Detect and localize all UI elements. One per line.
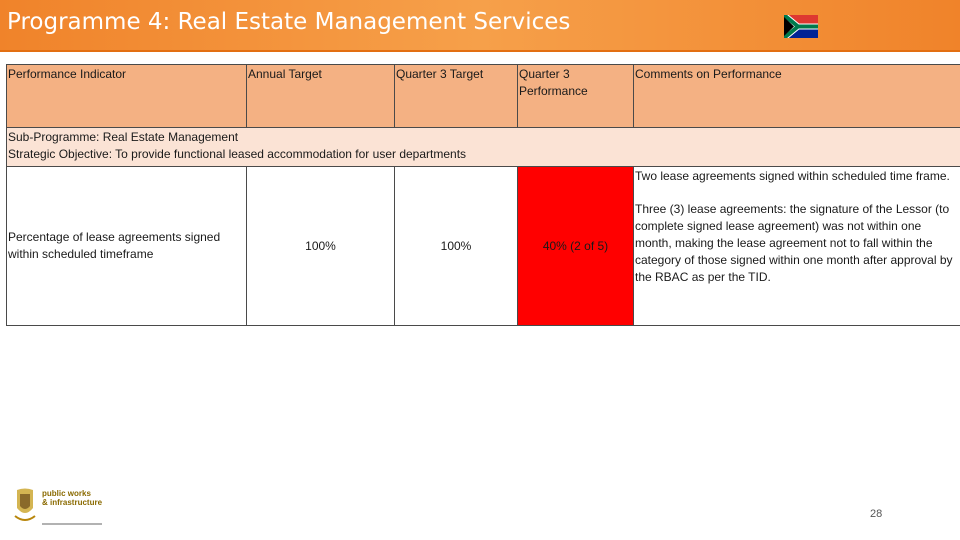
annual-target-cell: [247, 167, 395, 326]
logo-line-1: public works: [42, 489, 91, 498]
subprogramme-row: [7, 128, 960, 167]
comments-cell: [634, 167, 960, 326]
q3-target-value: 100%: [440, 238, 472, 253]
table-header-row: [7, 65, 960, 128]
indicator-text: Percentage of lease agreements signed within scheduled timeframe: [8, 230, 221, 261]
header-q3-performance: Quarter 3 Performance: [518, 65, 634, 128]
page-title: Programme 4: Real Estate Management Services: [7, 9, 571, 35]
title-bar: [0, 0, 960, 52]
performance-table: [6, 64, 960, 326]
logo-wordmark: [42, 489, 102, 507]
indicator-cell: [7, 167, 247, 326]
subprogramme-cell: [7, 128, 960, 167]
south-africa-flag-icon: [784, 15, 818, 38]
header-comments: Comments on Performance: [634, 65, 960, 128]
strategic-objective-label: Strategic Objective: To provide functional leased accommodation for user departments: [8, 147, 467, 161]
q3-performance-value: 40% (2 of 5): [542, 238, 609, 253]
subprogramme-label: Sub-Programme: Real Estate Management: [8, 130, 239, 144]
header-q3-target: Quarter 3 Target: [395, 65, 518, 128]
header-performance-indicator: Performance Indicator: [7, 65, 247, 128]
header-annual-target: Annual Target: [247, 65, 395, 128]
comment-paragraph-2: Three (3) lease agreements: the signature of the Lessor (to complete signed lease agreement) was not within one month, making the lease agreement not to fall within the category of those signed within one month after approval by the RBAC as per the TID.: [635, 202, 953, 284]
comment-paragraph-1: Two lease agreements signed within scheduled time frame.: [635, 169, 950, 183]
q3-target-cell: [395, 167, 518, 326]
page-number: 28: [870, 508, 883, 520]
logo-line-2: & infrastructure: [42, 498, 103, 507]
q3-performance-cell: [518, 167, 634, 326]
annual-target-value: 100%: [305, 238, 336, 253]
table-row: [7, 167, 960, 326]
